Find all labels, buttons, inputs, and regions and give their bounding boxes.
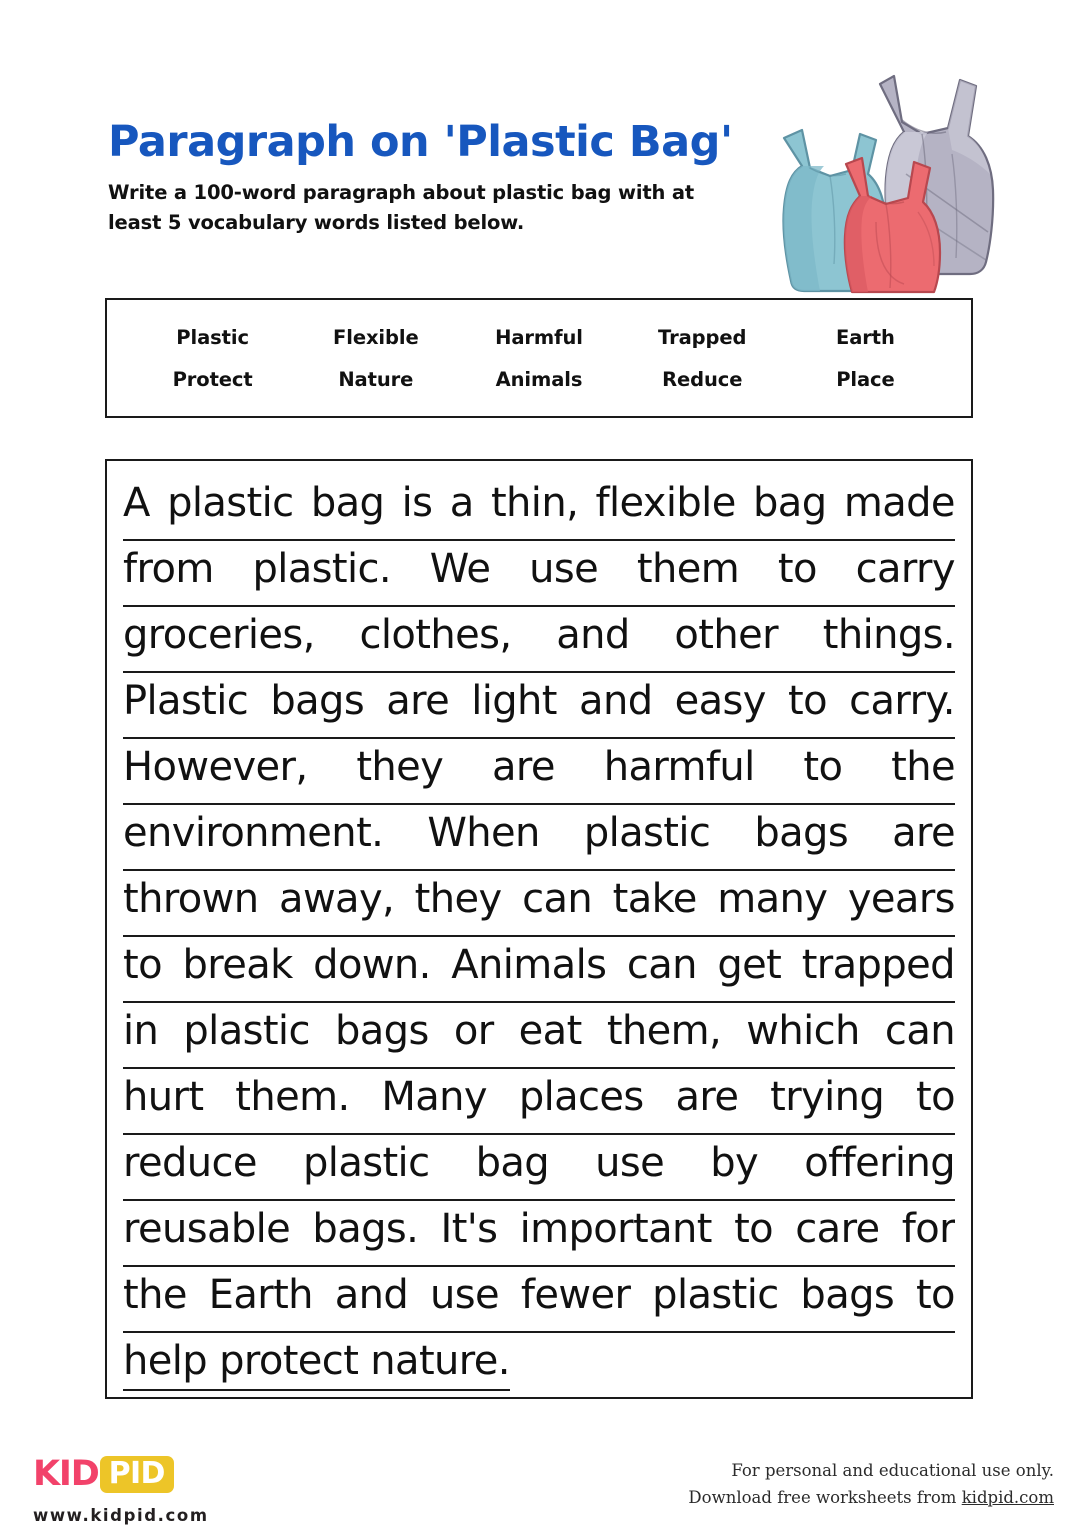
paragraph-word: clothes, (359, 612, 512, 658)
paragraph-word: groceries, (123, 612, 315, 658)
paragraph-word: carry. (849, 678, 955, 724)
paragraph-word: bag (310, 480, 385, 526)
paragraph-line (123, 541, 955, 607)
vocabulary-word: Plastic (176, 325, 249, 349)
paragraph-word: thin, (490, 480, 579, 526)
paragraph-word: trying (770, 1074, 885, 1120)
paragraph-word: are (892, 810, 955, 856)
paragraph-word: them, (606, 1008, 722, 1054)
footer-credit (624, 1458, 1054, 1511)
paragraph-word: can (522, 876, 593, 922)
paragraph-word: eat (518, 1008, 582, 1054)
paragraph-line (123, 739, 955, 805)
page-footer (0, 1444, 1086, 1536)
paragraph-word: reusable (123, 1206, 291, 1252)
logo-website-url: www.kidpid.com (33, 1506, 209, 1525)
paragraph-word: to (734, 1206, 774, 1252)
paragraph-word: harmful (603, 744, 755, 790)
paragraph-word: Many (381, 1074, 488, 1120)
paragraph-word: are (675, 1074, 739, 1120)
page-instructions: Write a 100-word paragraph about plastic bag with at least 5 vocabulary words listed below. (108, 181, 695, 234)
paragraph-word: offering (804, 1140, 955, 1186)
paragraph-line (123, 1201, 955, 1267)
paragraph-answer-box[interactable] (105, 459, 973, 1399)
paragraph-word: in (123, 1008, 159, 1054)
kidpid-link[interactable]: kidpid.com (961, 1487, 1054, 1507)
paragraph-word: Plastic (123, 678, 249, 724)
vocabulary-word: Nature (338, 367, 414, 391)
paragraph-word: plastic (652, 1272, 779, 1318)
paragraph-word: to (777, 546, 817, 592)
paragraph-word: to (916, 1074, 955, 1120)
paragraph-word: a (449, 480, 474, 526)
worksheet-header (108, 118, 748, 237)
paragraph-word: protect (219, 1338, 359, 1384)
paragraph-word: light (471, 678, 557, 724)
logo-pid-text: PID (100, 1456, 174, 1493)
paragraph-word: made (843, 480, 955, 526)
plastic-bags-illustration (772, 62, 1030, 294)
paragraph-word: or (453, 1008, 494, 1054)
paragraph-word: bags. (312, 1206, 419, 1252)
paragraph-word: We (429, 546, 491, 592)
paragraph-word: from (123, 546, 214, 592)
paragraph-line (123, 1135, 955, 1201)
paragraph-lines (123, 475, 955, 1399)
paragraph-line-rule (123, 1389, 510, 1392)
credit-line-2 (624, 1485, 1054, 1512)
paragraph-line (123, 1003, 955, 1069)
paragraph-word: can (626, 942, 697, 988)
paragraph-word: It's (440, 1206, 498, 1252)
paragraph-word: is (401, 480, 433, 526)
paragraph-word: to (123, 942, 162, 988)
paragraph-word: use (529, 546, 599, 592)
paragraph-word: bag (475, 1140, 550, 1186)
paragraph-word: A (123, 480, 150, 526)
paragraph-word: bags (270, 678, 365, 724)
vocabulary-row (131, 368, 947, 391)
paragraph-word: to (788, 678, 827, 724)
paragraph-word: plastic. (252, 546, 391, 592)
paragraph-word: hurt (123, 1074, 204, 1120)
vocabulary-box (105, 298, 973, 418)
paragraph-word: the (891, 744, 955, 790)
vocabulary-word: Earth (836, 325, 895, 349)
credit-line-1: For personal and educational use only. (731, 1461, 1054, 1480)
paragraph-word: by (710, 1140, 759, 1186)
paragraph-word: trapped (801, 942, 955, 988)
vocabulary-row (131, 326, 947, 349)
logo-kid-text: KID (33, 1454, 99, 1494)
kidpid-logo (33, 1456, 174, 1493)
paragraph-word: them. (235, 1074, 350, 1120)
paragraph-word: thrown (123, 876, 259, 922)
vocabulary-word: Harmful (495, 325, 583, 349)
paragraph-word: places (518, 1074, 644, 1120)
paragraph-word: use (430, 1272, 500, 1318)
paragraph-word: plastic (583, 810, 711, 856)
paragraph-line (123, 871, 955, 937)
paragraph-word: environment. (123, 810, 384, 856)
paragraph-line (123, 607, 955, 673)
paragraph-word: to (915, 1272, 955, 1318)
paragraph-word: nature. (370, 1338, 510, 1384)
paragraph-word: them (636, 546, 740, 592)
paragraph-word: When (427, 810, 540, 856)
paragraph-line (123, 1333, 955, 1399)
paragraph-word: easy (674, 678, 766, 724)
paragraph-word: fewer (520, 1272, 631, 1318)
paragraph-word: care (795, 1206, 880, 1252)
paragraph-word: years (847, 876, 955, 922)
vocabulary-word: Trapped (658, 325, 747, 349)
paragraph-word: things. (822, 612, 955, 658)
paragraph-word: which (746, 1008, 860, 1054)
paragraph-word: many (717, 876, 828, 922)
paragraph-word: for (901, 1206, 955, 1252)
paragraph-line (123, 805, 955, 871)
page-title: Paragraph on 'Plastic Bag' (108, 117, 733, 167)
paragraph-word: they (356, 744, 444, 790)
paragraph-word: to (803, 744, 843, 790)
vocabulary-word: Reduce (662, 367, 743, 391)
paragraph-word: bag (753, 480, 827, 526)
paragraph-word: bags (754, 810, 849, 856)
paragraph-word: However, (123, 744, 308, 790)
paragraph-word: and (556, 612, 630, 658)
vocabulary-word: Animals (495, 367, 583, 391)
paragraph-word: they (414, 876, 502, 922)
paragraph-word: reduce (123, 1140, 257, 1186)
paragraph-word: bags (334, 1008, 429, 1054)
vocabulary-word: Place (836, 367, 895, 391)
paragraph-line (123, 1069, 955, 1135)
paragraph-word: flexible (595, 480, 736, 526)
paragraph-word: plastic (303, 1140, 430, 1186)
paragraph-word: Animals (451, 942, 607, 988)
paragraph-word: bags (800, 1272, 895, 1318)
paragraph-word: the (123, 1272, 187, 1318)
paragraph-line (123, 1267, 955, 1333)
paragraph-word: away, (279, 876, 395, 922)
vocabulary-word: Protect (172, 367, 253, 391)
paragraph-word: are (386, 678, 450, 724)
vocabulary-word: Flexible (333, 325, 419, 349)
paragraph-word: other (674, 612, 778, 658)
paragraph-word: take (612, 876, 697, 922)
paragraph-line (123, 673, 955, 739)
paragraph-word: help (123, 1338, 208, 1384)
paragraph-word: and (334, 1272, 409, 1318)
paragraph-line (123, 937, 955, 1003)
paragraph-word: plastic (183, 1008, 310, 1054)
paragraph-word: and (579, 678, 653, 724)
paragraph-word: get (717, 942, 782, 988)
paragraph-word: are (492, 744, 555, 790)
paragraph-word: down. (313, 942, 431, 988)
paragraph-line (123, 475, 955, 541)
paragraph-word: can (884, 1008, 955, 1054)
paragraph-word: important (519, 1206, 712, 1252)
credit-prefix: Download free worksheets from (688, 1487, 962, 1507)
paragraph-word: Earth (208, 1272, 313, 1318)
paragraph-word: carry (855, 546, 955, 592)
paragraph-word: break (182, 942, 293, 988)
paragraph-word: use (595, 1140, 665, 1186)
paragraph-word: plastic (167, 480, 294, 526)
